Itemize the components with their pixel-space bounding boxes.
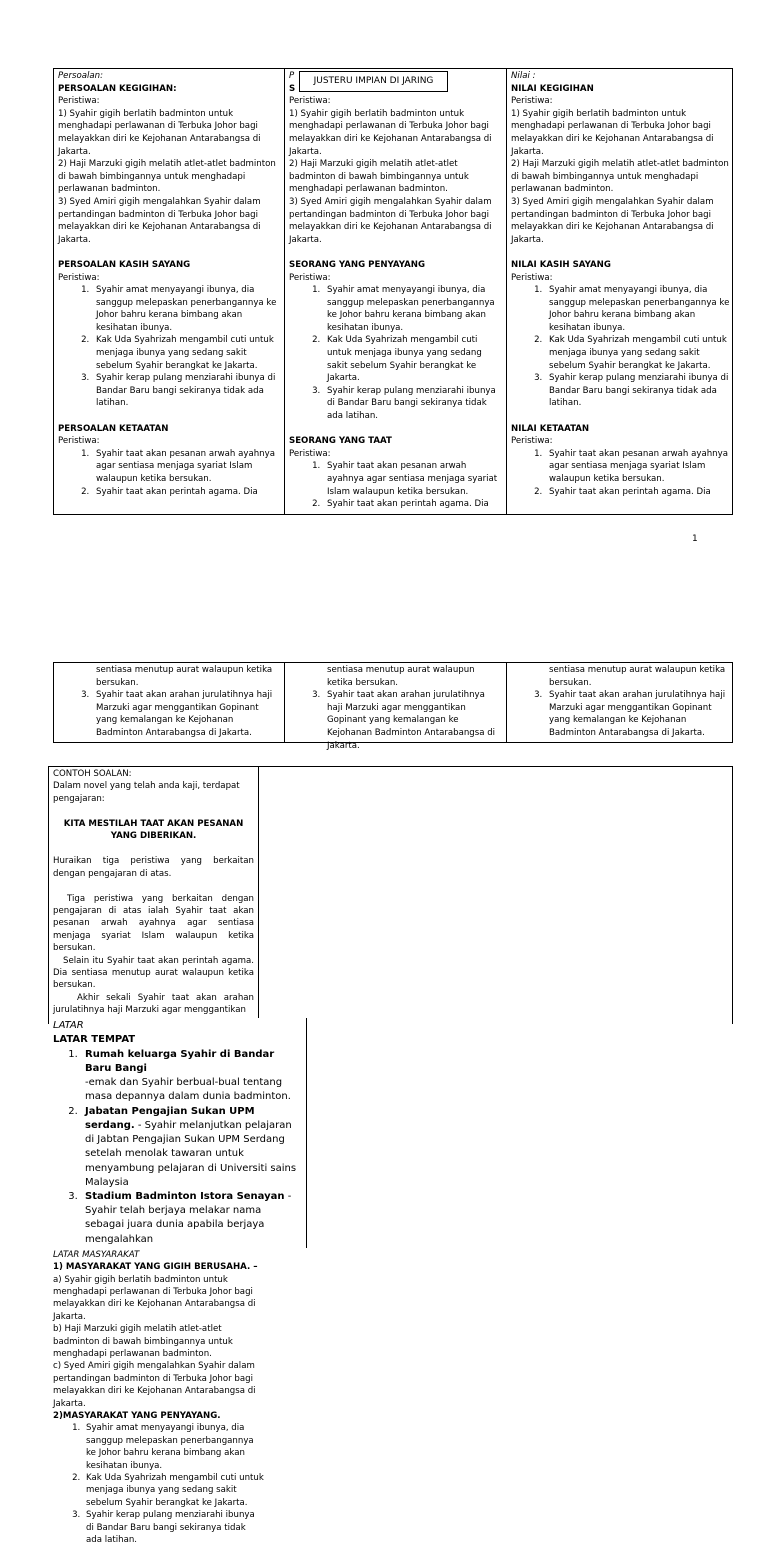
section-title: NILAI KASIH SAYANG bbox=[511, 259, 611, 270]
section-title: LATAR TEMPAT bbox=[53, 1034, 136, 1046]
list-item: 1. Syahir taat akan pesanan arwah ayahnya agar sentiasa menjaga syariat Islam walaupun ketika bersukan. bbox=[92, 448, 280, 486]
list-item: sentiasa menutup aurat walaupun ketika bersukan. bbox=[327, 665, 475, 688]
list-item: 3. Syahir taat akan arahan jurulatihnya haji Marzuki agar menggantikan Gopinant yang kemalangan ke Kejohanan Badminton Antarabangsa di Jakarta. bbox=[323, 689, 502, 752]
place-description: -emak dan Syahir berbual-bual tentang masa depannya dalam dunia badminton. bbox=[85, 1077, 291, 1103]
section-title: 2)MASYARAKAT YANG PENYAYANG. bbox=[53, 1411, 221, 1421]
place-name: Stadium Badminton Istora Senayan bbox=[85, 1190, 285, 1202]
section-title: 1) MASYARAKAT YANG GIGIH BERUSAHA. – bbox=[53, 1262, 258, 1273]
list-item: 2. Kak Uda Syahrizah mengambil cuti untuk menjaga ibunya yang sedang sakit sebelum Syahir berangkat ke Jakarta. bbox=[545, 334, 730, 372]
list-item: sentiasa menutup aurat walaupun ketika bersukan. bbox=[549, 665, 726, 688]
label-peristiwa: Peristiwa: bbox=[289, 272, 331, 283]
list-item: 2. Kak Uda Syahrizah mengambil cuti untuk menjaga ibunya yang sedang sakit sebelum Syahir berangkat ke Jakarta. bbox=[92, 334, 280, 372]
list-item: 1. Syahir taat akan pesanan arwah ayahnya agar sentiasa menjaga syariat Islam walaupun ketika bersukan. bbox=[323, 460, 502, 498]
section-title: SEORANG YANG TAAT bbox=[289, 436, 392, 447]
section-title: NILAI KEGIGIHAN bbox=[511, 83, 594, 94]
column-watak-cont bbox=[285, 663, 507, 751]
column-persoalan-cont bbox=[54, 663, 285, 742]
label-peristiwa: Peristiwa: bbox=[511, 272, 553, 283]
place-name: Jabatan Pengajian Sukan UPM serdang. bbox=[85, 1105, 255, 1131]
table-tema-persoalan bbox=[53, 68, 733, 515]
list-item: c) Syed Amiri gigih mengalahkan Syahir dalam pertandingan badminton di Terbuka Johor bagi melayakkan diri ke Kejohanan Antarabangsa di Jakarta. bbox=[53, 1361, 256, 1409]
column-latar bbox=[49, 1018, 307, 1248]
section-title: PERSOALAN KETAATAN bbox=[58, 423, 169, 434]
quote-text: KITA MESTILAH TAAT AKAN PESANAN YANG DIBERIKAN. bbox=[63, 818, 244, 842]
list-item: 3. Syahir kerap pulang menziarahi ibunya di Bandar Baru bangi sekiranya tidak ada latihan. bbox=[323, 385, 502, 423]
table-continuation bbox=[53, 662, 733, 751]
list-item: 3) Syed Amiri gigih mengalahkan Syahir dalam pertandingan badminton di Terbuka Johor bagi melayakkan diri ke Kejohanan Antarabangsa di Jakarta. bbox=[58, 196, 261, 245]
place-description: - Syahir telah berjaya melakar nama sebagai juara dunia apabila berjaya mengalahkan bbox=[85, 1190, 292, 1245]
list-item: 2) Haji Marzuki gigih melatih atlet-atlet badminton di bawah bimbingannya untuk menghadapi perlawanan badminton. bbox=[511, 159, 729, 195]
list-item: b) Haji Marzuki gigih melatih atlet-atlet badminton di bawah bimbingannya untuk menghadapi perlawanan badminton. bbox=[53, 1324, 233, 1359]
list-item bbox=[81, 1105, 302, 1190]
section-title: PERSOALAN KASIH SAYANG bbox=[58, 259, 191, 270]
list-item: 2) Haji Marzuki gigih melatih atlet-atlet badminton di bawah bimbingannya untuk menghadapi perlawanan badminton. bbox=[58, 159, 276, 195]
list-item: 3) Syed Amiri gigih mengalahkan Syahir dalam pertandingan badminton di Terbuka Johor bagi melayakkan diri ke Kejohanan Antarabangsa di Jakarta. bbox=[289, 196, 492, 245]
page-number: 1 bbox=[692, 534, 698, 544]
column-persoalan bbox=[54, 69, 285, 514]
title-box: JUSTERU IMPIAN DI JARING bbox=[299, 71, 448, 92]
section-title: NILAI KETAATAN bbox=[511, 423, 590, 434]
list-item: 2. Syahir taat akan perintah agama. Dia bbox=[92, 486, 280, 499]
list-item: 3. Syahir kerap pulang menziarahi ibunya di Bandar Baru bangi sekiranya tidak ada latihan. bbox=[545, 372, 730, 410]
column-header: Persoalan: bbox=[58, 71, 103, 81]
answer-paragraph: Akhir sekali Syahir taat akan arahan jurulatihnya haji Marzuki agar menggantikan bbox=[53, 992, 254, 1016]
column-latar-masyarakat bbox=[49, 1248, 268, 1547]
place-name: Rumah keluarga Syahir di Bandar Baru Bangi bbox=[85, 1048, 275, 1075]
column-contoh-soalan bbox=[49, 767, 259, 1018]
list-item: a) Syahir gigih berlatih badminton untuk menghadapi perlawanan di Terbuka Johor bagi melayakkan diri ke Kejohanan Antarabangsa di Jakarta. bbox=[53, 1274, 256, 1322]
list-item: 1. Syahir amat menyayangi ibunya, dia sanggup melepaskan penerbangannya ke Johor bahru kerana bimbang akan kesihatan ibunya. bbox=[92, 284, 280, 334]
place-description: - Syahir melanjutkan pelajaran di Jabtan Pengajian Sukan UPM Serdang setelah menolak tawaran untuk menyambung pelajaran di Universiti sains Malaysia bbox=[85, 1119, 297, 1188]
list-item bbox=[81, 1048, 302, 1105]
list-item: 3. Syahir kerap pulang menziarahi ibunya di Bandar Baru bangi sekiranya tidak ada latihan. bbox=[83, 1509, 264, 1546]
label-peristiwa: Peristiwa: bbox=[289, 448, 331, 459]
section-title: SEORANG YANG PENYAYANG bbox=[289, 259, 426, 270]
intro-text: Dalam novel yang telah anda kaji, terdapat pengajaran: bbox=[53, 781, 240, 804]
label-peristiwa: Peristiwa: bbox=[289, 96, 331, 107]
label-peristiwa: Peristiwa: bbox=[58, 96, 100, 107]
instruction-text: Huraikan tiga peristiwa yang berkaitan dengan pengajaran di atas. bbox=[53, 856, 254, 879]
section-title: S bbox=[289, 83, 296, 94]
answer-paragraph: Selain itu Syahir taat akan perintah agama. Dia sentiasa menutup aurat walaupun ketika bersukan. bbox=[53, 955, 254, 991]
list-item: 3. Syahir taat akan arahan jurulatihnya haji Marzuki agar menggantikan Gopinant yang kemalangan ke Kejohanan Badminton Antarabangsa di Jakarta. bbox=[545, 689, 730, 739]
list-item bbox=[81, 1190, 302, 1247]
column-header: Nilai : bbox=[511, 71, 536, 81]
list-item: 2. Syahir taat akan perintah agama. Dia bbox=[323, 498, 502, 511]
list-item: 2. Syahir taat akan perintah agama. Dia bbox=[545, 486, 730, 499]
label-peristiwa: Peristiwa: bbox=[58, 436, 100, 447]
section-title: PERSOALAN KEGIGIHAN: bbox=[58, 83, 177, 94]
list-item: 1) Syahir gigih berlatih badminton untuk menghadapi perlawanan di Terbuka Johor bagi melayakkan diri ke Kejohanan Antarabangsa di Jakarta. bbox=[289, 108, 492, 157]
list-item: 2) Haji Marzuki gigih melatih atlet-atlet badminton di bawah bimbingannya untuk menghadapi perlawanan badminton. bbox=[289, 159, 469, 195]
list-item: sentiasa menutup aurat walaupun ketika bersukan. bbox=[96, 665, 273, 688]
label-peristiwa: Peristiwa: bbox=[511, 96, 553, 107]
list-item: 1) Syahir gigih berlatih badminton untuk menghadapi perlawanan di Terbuka Johor bagi melayakkan diri ke Kejohanan Antarabangsa di Jakarta. bbox=[58, 108, 261, 157]
list-item: 2. Kak Uda Syahrizah mengambil cuti untuk menjaga ibunya yang sedang sakit sebelum Syahir berangkat ke Jakarta. bbox=[83, 1472, 264, 1509]
column-nilai bbox=[507, 69, 734, 514]
column-header: LATAR bbox=[53, 1019, 84, 1031]
list-item: 2. Kak Uda Syahrizah mengambil cuti untuk menjaga ibunya yang sedang sakit sebelum Syahir berangkat ke Jakarta. bbox=[323, 334, 502, 384]
column-watak bbox=[285, 69, 507, 514]
list-item: 1) Syahir gigih berlatih badminton untuk menghadapi perlawanan di Terbuka Johor bagi melayakkan diri ke Kejohanan Antarabangsa di Jakarta. bbox=[511, 108, 714, 157]
answer-paragraph: Tiga peristiwa yang berkaitan dengan pengajaran di atas ialah Syahir taat akan pesanan arwah ayahnya agar sentiasa menjaga syariat Islam walaupun ketika bersukan. bbox=[53, 893, 254, 954]
list-item: 3. Syahir taat akan arahan jurulatihnya haji Marzuki agar menggantikan Gopinant yang kemalangan ke Kejohanan Badminton Antarabangsa di Jakarta. bbox=[92, 689, 280, 739]
table-contoh-latar bbox=[48, 766, 733, 1546]
column-header: P bbox=[289, 71, 295, 81]
list-item: 3. Syahir kerap pulang menziarahi ibunya di Bandar Baru bangi sekiranya tidak ada latihan. bbox=[92, 372, 280, 410]
list-item: 1. Syahir taat akan pesanan arwah ayahnya agar sentiasa menjaga syariat Islam walaupun ketika bersukan. bbox=[545, 448, 730, 486]
label-peristiwa: Peristiwa: bbox=[511, 436, 553, 447]
column-nilai-cont bbox=[507, 663, 734, 742]
list-item: 3) Syed Amiri gigih mengalahkan Syahir dalam pertandingan badminton di Terbuka Johor bagi melayakkan diri ke Kejohanan Antarabangsa di Jakarta. bbox=[511, 196, 714, 245]
section-title: CONTOH SOALAN: bbox=[53, 769, 132, 779]
list-item: 1. Syahir amat menyayangi ibunya, dia sanggup melepaskan penerbangannya ke Johor bahru kerana bimbang akan kesihatan ibunya. bbox=[323, 284, 502, 334]
column-header: LATAR MASYARAKAT bbox=[53, 1249, 140, 1260]
list-item: 1. Syahir amat menyayangi ibunya, dia sanggup melepaskan penerbangannya ke Johor bahru kerana bimbang akan kesihatan ibunya. bbox=[545, 284, 730, 334]
list-item: 1. Syahir amat menyayangi ibunya, dia sanggup melepaskan penerbangannya ke Johor bahru kerana bimbang akan kesihatan ibunya. bbox=[83, 1422, 264, 1472]
label-peristiwa: Peristiwa: bbox=[58, 272, 100, 283]
